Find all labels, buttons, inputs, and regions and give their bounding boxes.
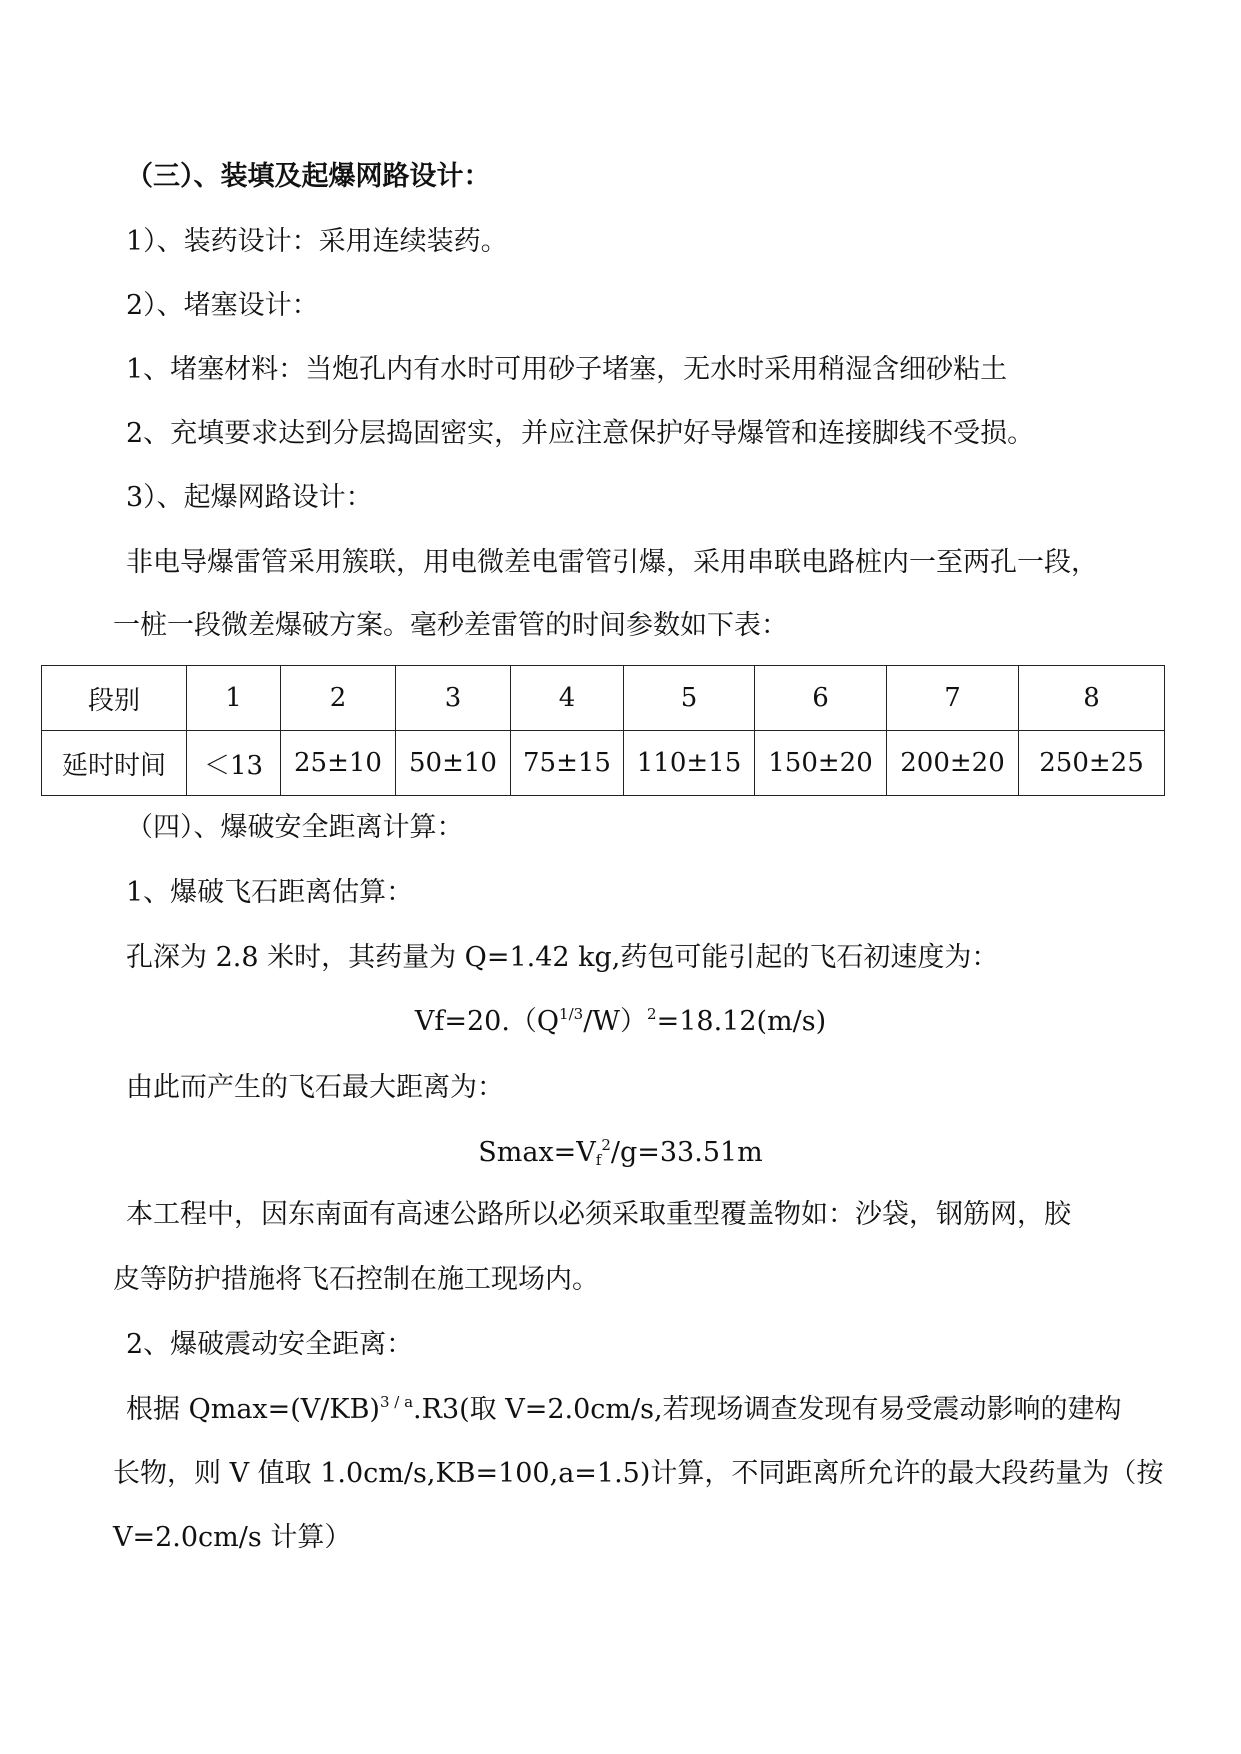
segment-cell: 7 (887, 666, 1019, 731)
vibration-title: 2、爆破震动安全距离： (126, 1329, 414, 1360)
delay-cell: 250±25 (1019, 731, 1165, 796)
paragraph-stemming-material: 1、堵塞材料：当炮孔内有水时可用砂子堵塞，无水时采用稍湿含细砂粘土 (126, 354, 1008, 385)
table-header-cell: 延时时间 (42, 731, 187, 796)
vibration-paragraph-line2: 长物，则 V 值取 1.0cm/s,KB=100,a=1.5)计算，不同距离所允许的最大段药量为（按 (113, 1458, 1164, 1489)
segment-cell: 8 (1019, 666, 1165, 731)
table-row (42, 666, 1165, 731)
table-row (42, 731, 1165, 796)
paragraph-detonator-network-line2: 一桩一段微差爆破方案。毫秒差雷管的时间参数如下表： (113, 610, 788, 641)
protection-paragraph-line2: 皮等防护措施将飞石控制在施工现场内。 (113, 1264, 599, 1295)
segment-cell: 5 (624, 666, 755, 731)
segment-cell: 1 (187, 666, 281, 731)
table-header-cell: 段别 (42, 666, 187, 731)
vibration-paragraph-line3: V=2.0cm/s 计算） (113, 1522, 352, 1553)
vibration-paragraph-line1: 根据 $Qmax=(V/KB)^{3 / a}.R3$(取 V=2.0cm/s,若现场调查发现有易受震动影响的建构 (126, 1393, 1122, 1425)
delay-timing-table (41, 665, 1165, 796)
paragraph-detonator-network-line1: 非电导爆雷管采用簇联，用电微差电雷管引爆，采用串联电路桩内一至两孔一段， (126, 547, 1098, 578)
delay-cell: 200±20 (887, 731, 1019, 796)
paragraph-initiation-design: 3）、起爆网路设计： (126, 482, 373, 513)
delay-cell: 75±15 (511, 731, 624, 796)
paragraph-charging-design: 1）、装药设计：采用连续装药。 (126, 226, 508, 257)
flyrock-charge-paragraph: 孔深为 2.8 米时，其药量为 Q=1.42 kg,药包可能引起的飞石初速度为： (126, 942, 999, 973)
paragraph-stemming-design: 2）、堵塞设计： (126, 290, 319, 321)
flyrock-distance-paragraph: 由此而产生的飞石最大距离为： (126, 1072, 504, 1103)
flyrock-velocity-formula: $Vf=20.(Q^{1/3}/W)^2=18.12(m/s)$ (414, 1005, 827, 1037)
delay-cell: 150±20 (755, 731, 887, 796)
delay-cell: 25±10 (281, 731, 396, 796)
delay-cell: 50±10 (396, 731, 511, 796)
flyrock-distance-formula: $Smax=V_f^2/g=33.51m$ (478, 1136, 763, 1169)
delay-cell: 110±15 (624, 731, 755, 796)
flyrock-title: 1、爆破飞石距离估算： (126, 877, 414, 908)
segment-cell: 6 (755, 666, 887, 731)
section-4-title: （四）、爆破安全距离计算： (126, 812, 464, 843)
paragraph-filling-requirement: 2、充填要求达到分层捣固密实，并应注意保护好导爆管和连接脚线不受损。 (126, 418, 1035, 449)
delay-cell: ＜13 (187, 731, 281, 796)
protection-paragraph-line1: 本工程中，因东南面有高速公路所以必须采取重型覆盖物如：沙袋，钢筋网，胶 (126, 1199, 1071, 1230)
segment-cell: 2 (281, 666, 396, 731)
segment-cell: 4 (511, 666, 624, 731)
segment-cell: 3 (396, 666, 511, 731)
section-3-title: （三）、装填及起爆网路设计： (126, 161, 491, 192)
